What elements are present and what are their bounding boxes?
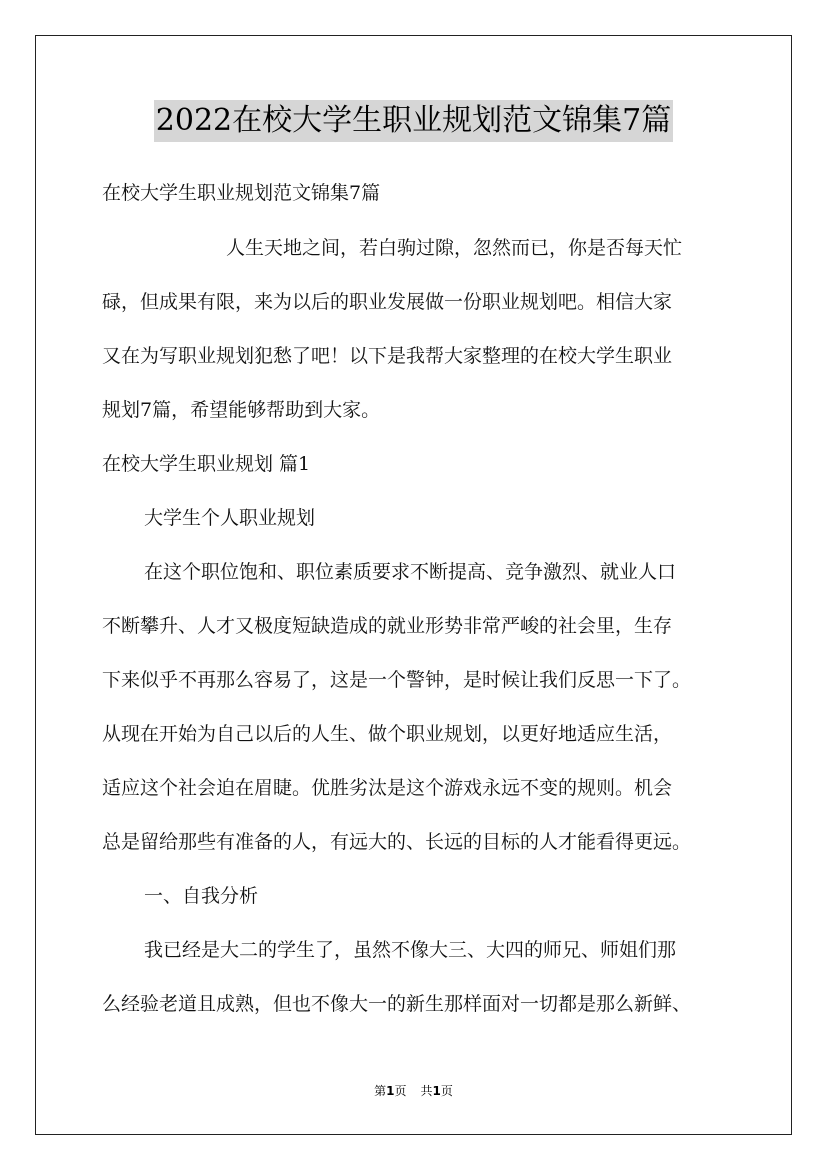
document-subtitle: 在校大学生职业规划范文锦集7篇 bbox=[102, 182, 381, 204]
body-line-6: 总是留给那些有准备的人，有远大的、长远的目标的人才能看得更远。 bbox=[102, 831, 692, 853]
intro-line-4: 规划7篇，希望能够帮助到大家。 bbox=[102, 399, 381, 421]
analysis-line-1: 我已经是大二的学生了，虽然不像大三、大四的师兄、师姐们那 bbox=[144, 939, 677, 961]
body-line-1: 在这个职位饱和、职位素质要求不断提高、竞争激烈、就业人口 bbox=[144, 561, 677, 583]
body-line-3: 下来似乎不再那么容易了，这是一个警钟，是时候让我们反思一下了。 bbox=[102, 669, 692, 691]
body-line-4: 从现在开始为自己以后的人生、做个职业规划，以更好地适应生活， bbox=[102, 723, 673, 745]
intro-line-1: 人生天地之间，若白驹过隙，忽然而已，你是否每天忙 bbox=[226, 237, 683, 259]
section-title: 大学生个人职业规划 bbox=[144, 507, 316, 529]
document-title bbox=[0, 100, 827, 142]
analysis-line-2: 么经验老道且成熟，但也不像大一的新生那样面对一切都是那么新鲜、 bbox=[102, 993, 692, 1015]
footer-total-number: 1 bbox=[432, 1084, 441, 1098]
intro-line-2: 碌，但成果有限，来为以后的职业发展做一份职业规划吧。相信大家 bbox=[102, 291, 673, 313]
intro-line-3: 又在为写职业规划犯愁了吧！以下是我帮大家整理的在校大学生职业 bbox=[102, 345, 673, 367]
footer-page-prefix: 第 bbox=[374, 1084, 387, 1098]
body-line-5: 适应这个社会迫在眉睫。优胜劣汰是这个游戏永远不变的规则。机会 bbox=[102, 777, 673, 799]
body-line-2: 不断攀升、人才又极度短缺造成的就业形势非常严峻的社会里，生存 bbox=[102, 615, 673, 637]
page-footer bbox=[0, 1082, 827, 1099]
section-heading: 在校大学生职业规划 篇1 bbox=[102, 453, 311, 475]
subsection-heading: 一、自我分析 bbox=[144, 885, 259, 907]
footer-page-number: 1 bbox=[386, 1084, 395, 1098]
footer-page-suffix: 页 bbox=[394, 1084, 407, 1098]
footer-total-suffix: 页 bbox=[440, 1084, 453, 1098]
document-title-text: 2022在校大学生职业规划范文锦集7篇 bbox=[154, 100, 673, 142]
footer-total-prefix: 共 bbox=[420, 1084, 433, 1098]
